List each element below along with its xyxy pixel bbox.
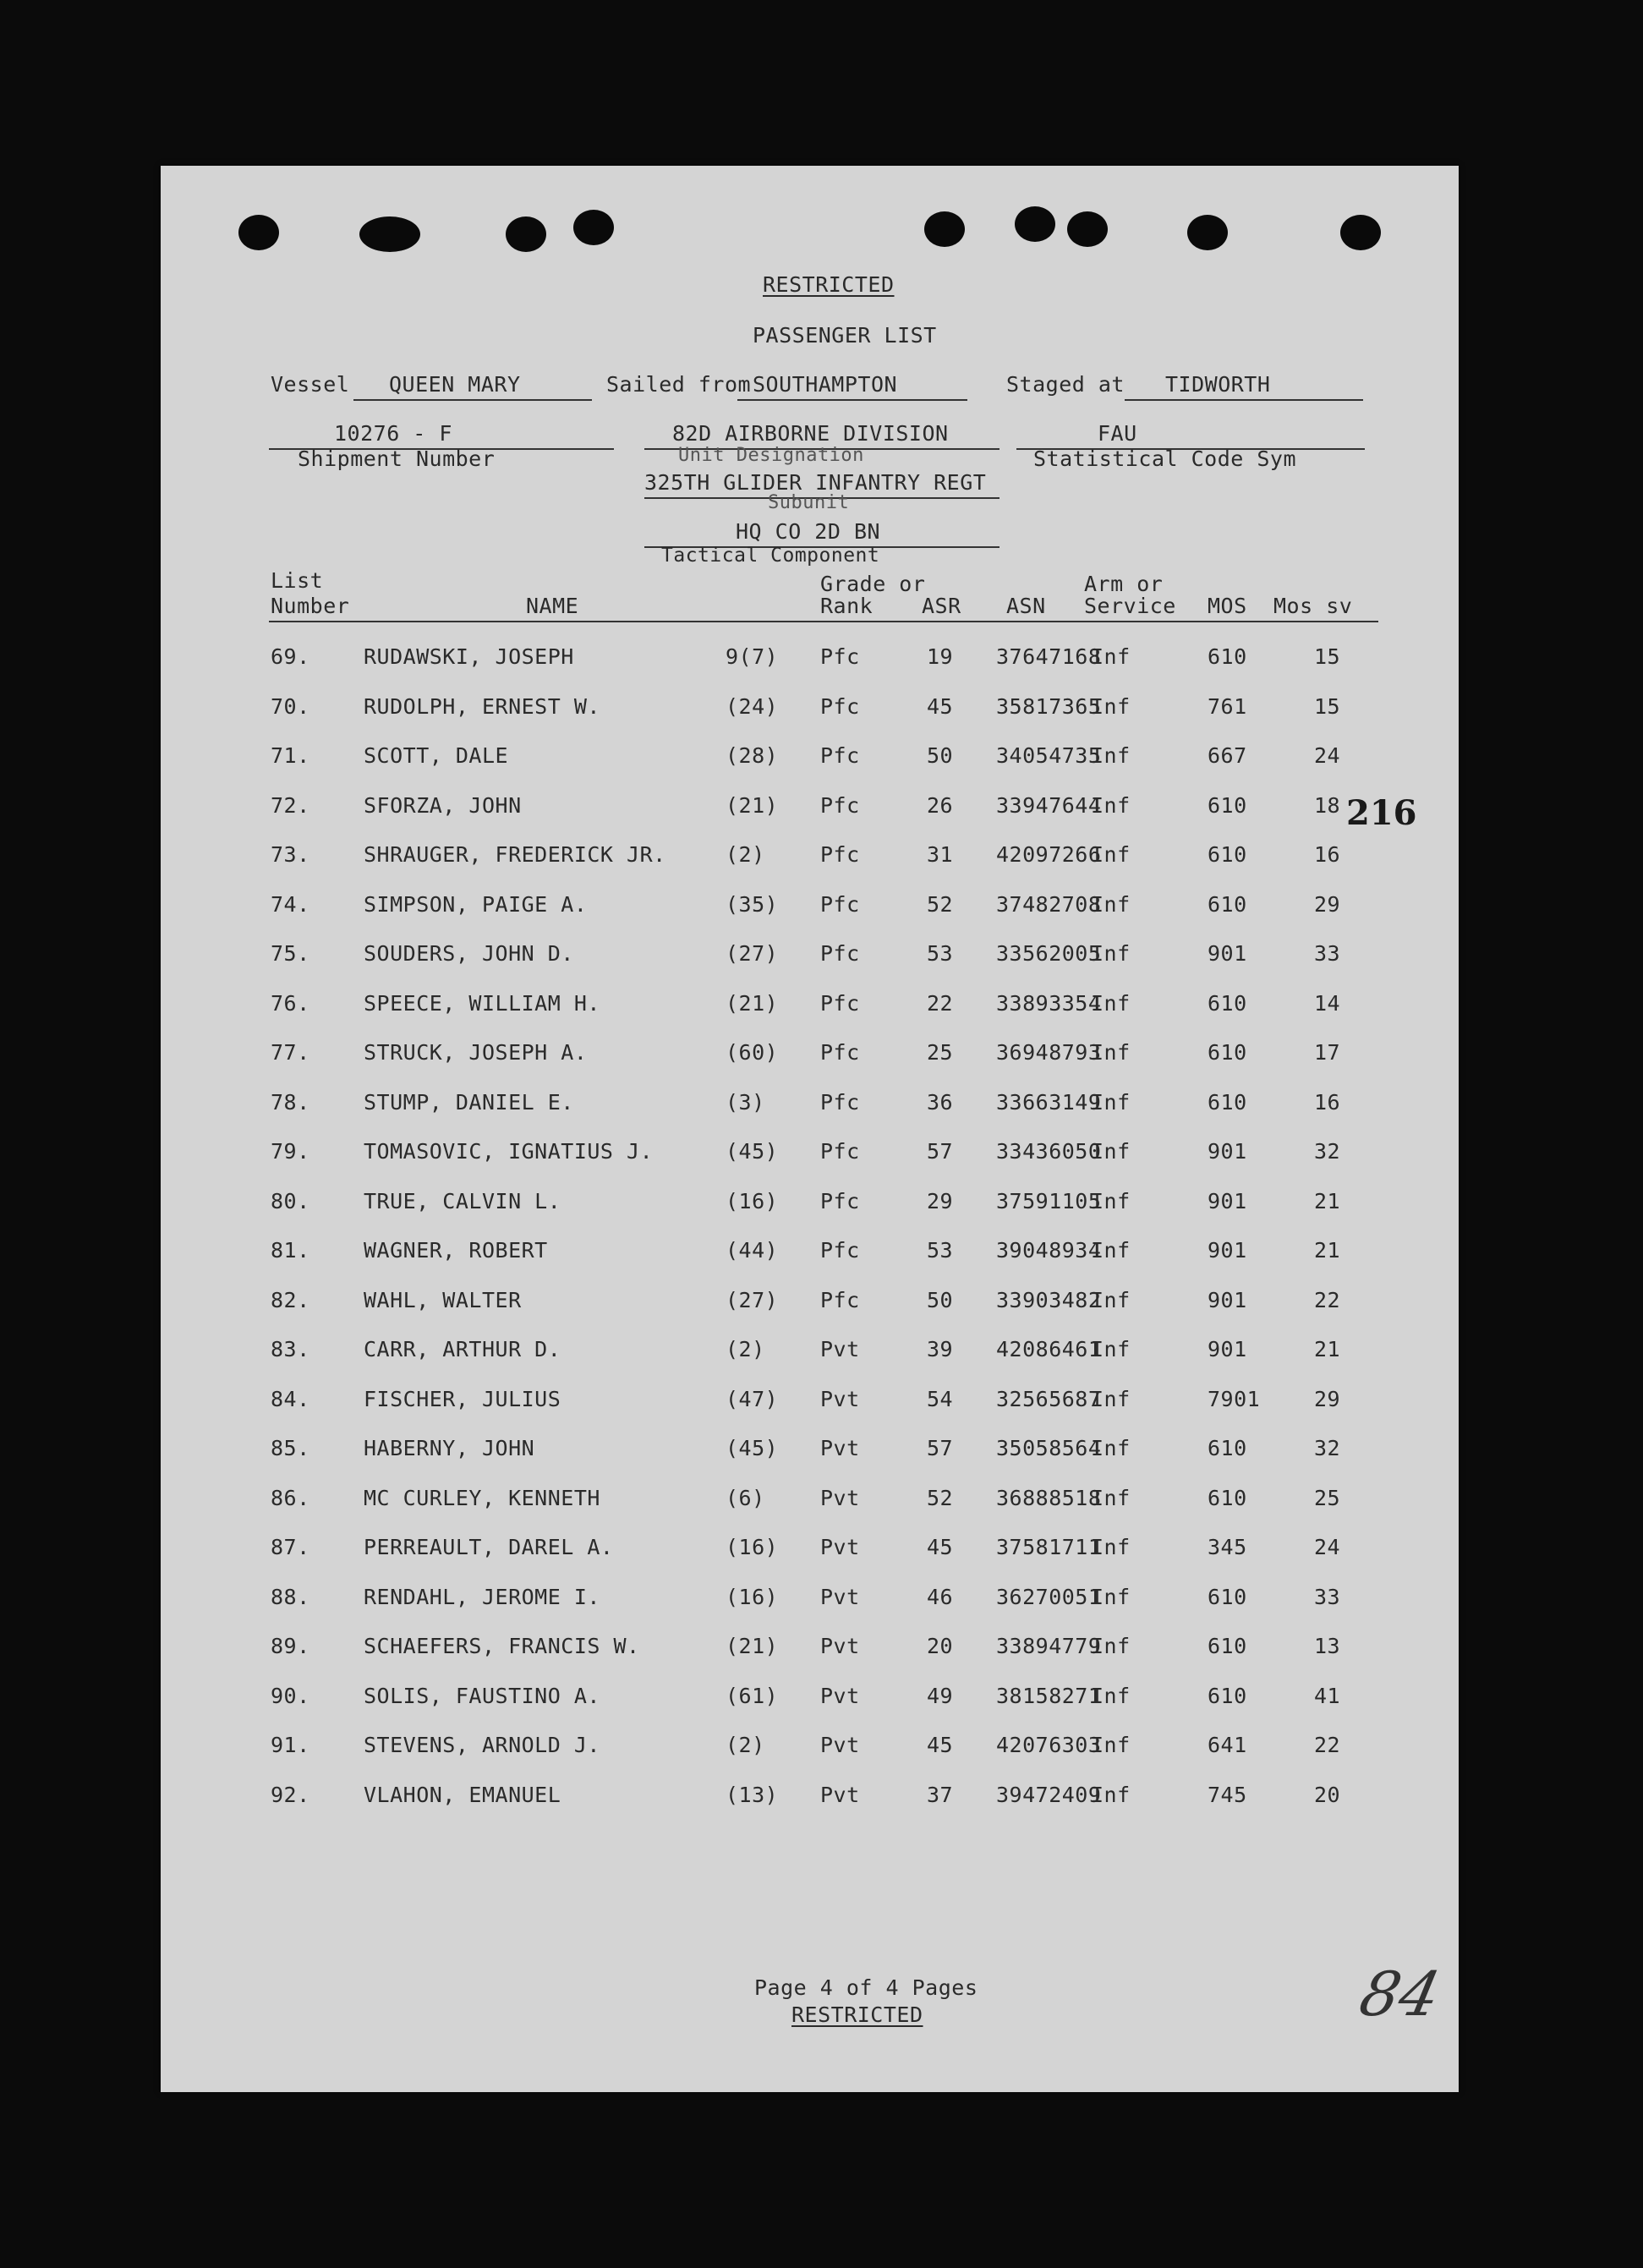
- grade: Pfc: [820, 1188, 860, 1213]
- arm-service: Inf: [1091, 1634, 1131, 1658]
- table-row: [161, 1783, 1459, 1816]
- passenger-name: RUDOLPH, ERNEST W.: [364, 693, 600, 719]
- list-number: 72.: [271, 792, 310, 818]
- passenger-name: SCOTT, DALE: [364, 743, 509, 768]
- classification-bottom: RESTRICTED: [791, 2002, 923, 2027]
- mos-sv-value: 32: [1314, 1436, 1341, 1460]
- mos-value: 901: [1208, 1287, 1247, 1312]
- punch-hole: [238, 215, 279, 250]
- asr-value: 57: [927, 1436, 954, 1460]
- asr-value: 53: [927, 1238, 954, 1263]
- roster-number: (2): [726, 1733, 765, 1757]
- mos-value: 610: [1208, 1089, 1247, 1115]
- asr-value: 25: [927, 1040, 954, 1065]
- asr-value: 26: [927, 792, 954, 818]
- passenger-name: SFORZA, JOHN: [364, 792, 522, 818]
- col-asn: ASN: [1006, 594, 1046, 618]
- statistical-label: Statistical Code Sym: [1033, 446, 1297, 471]
- passenger-name: HABERNY, JOHN: [364, 1436, 535, 1460]
- col-mos: MOS: [1208, 594, 1247, 618]
- mos-sv-value: 21: [1314, 1188, 1341, 1213]
- grade: Pvt: [820, 1782, 860, 1807]
- list-number: 92.: [271, 1782, 310, 1807]
- list-number: 73.: [271, 842, 310, 867]
- arm-service: Inf: [1091, 1535, 1131, 1559]
- list-number: 89.: [271, 1634, 310, 1658]
- arm-service: Inf: [1091, 1485, 1131, 1510]
- passenger-name: FISCHER, JULIUS: [364, 1386, 561, 1411]
- passenger-name: STUMP, DANIEL E.: [364, 1089, 574, 1115]
- table-row: [161, 743, 1459, 777]
- asn-value: 35058564: [996, 1436, 1102, 1460]
- punch-hole: [1015, 206, 1055, 242]
- grade: Pfc: [820, 990, 860, 1016]
- mos-value: 610: [1208, 1436, 1247, 1460]
- passenger-name: VLAHON, EMANUEL: [364, 1782, 561, 1807]
- header-rule: [269, 621, 1378, 622]
- list-number: 77.: [271, 1040, 310, 1065]
- list-number: 85.: [271, 1436, 310, 1460]
- passenger-name: SOUDERS, JOHN D.: [364, 941, 574, 966]
- side-stamp: 216: [1346, 793, 1417, 833]
- mos-value: 610: [1208, 1485, 1247, 1510]
- sailed-value: SOUTHAMPTON: [753, 372, 898, 397]
- asr-value: 46: [927, 1584, 954, 1609]
- table-row: [161, 1189, 1459, 1223]
- asn-value: 33894779: [996, 1634, 1102, 1658]
- grade: Pfc: [820, 842, 860, 867]
- table-row: [161, 1090, 1459, 1124]
- roster-number: (2): [726, 1337, 765, 1361]
- table-row: [161, 1535, 1459, 1569]
- sailed-rule: [737, 399, 967, 401]
- col-grade-line1: Grade or: [820, 572, 926, 596]
- grade: Pfc: [820, 644, 860, 669]
- grade: Pvt: [820, 1337, 860, 1361]
- asn-value: 39048934: [996, 1238, 1102, 1263]
- roster-number: (60): [726, 1040, 779, 1065]
- grade: Pfc: [820, 1139, 860, 1164]
- table-row: [161, 892, 1459, 926]
- staged-label: Staged at: [1006, 372, 1125, 397]
- mos-sv-value: 15: [1314, 693, 1341, 719]
- asn-value: 33903482: [996, 1287, 1102, 1312]
- list-number: 70.: [271, 693, 310, 719]
- grade: Pfc: [820, 693, 860, 719]
- col-grade-line2: Rank: [820, 594, 874, 618]
- roster-number: (3): [726, 1089, 765, 1115]
- arm-service: Inf: [1091, 644, 1131, 669]
- mos-value: 641: [1208, 1733, 1247, 1757]
- grade: Pfc: [820, 1238, 860, 1263]
- roster-number: (21): [726, 990, 779, 1016]
- sailed-label: Sailed from: [606, 372, 752, 397]
- asn-value: 36270051: [996, 1584, 1102, 1609]
- grade: Pvt: [820, 1634, 860, 1658]
- mos-sv-value: 41: [1314, 1683, 1341, 1708]
- col-list-number-line2: Number: [271, 594, 350, 618]
- list-number: 91.: [271, 1733, 310, 1757]
- mos-sv-value: 21: [1314, 1337, 1341, 1361]
- mos-value: 667: [1208, 743, 1247, 768]
- table-row: [161, 1634, 1459, 1668]
- staged-rule: [1125, 399, 1363, 401]
- mos-sv-value: 32: [1314, 1139, 1341, 1164]
- table-row: [161, 1337, 1459, 1371]
- roster-number: 9(7): [726, 644, 779, 669]
- handwritten-page-mark: 84: [1354, 1958, 1447, 2030]
- asr-value: 45: [927, 1535, 954, 1559]
- arm-service: Inf: [1091, 1337, 1131, 1361]
- roster-number: (44): [726, 1238, 779, 1263]
- grade: Pvt: [820, 1584, 860, 1609]
- mos-value: 901: [1208, 1188, 1247, 1213]
- list-number: 83.: [271, 1337, 310, 1361]
- mos-value: 610: [1208, 644, 1247, 669]
- asn-value: 37482708: [996, 891, 1102, 917]
- passenger-name: SHRAUGER, FREDERICK JR.: [364, 842, 666, 867]
- passenger-name: SCHAEFERS, FRANCIS W.: [364, 1634, 640, 1658]
- passenger-name: SOLIS, FAUSTINO A.: [364, 1683, 600, 1708]
- list-number: 90.: [271, 1683, 310, 1708]
- asn-value: 33893354: [996, 990, 1102, 1016]
- grade: Pvt: [820, 1733, 860, 1757]
- mos-sv-value: 33: [1314, 941, 1341, 966]
- table-row: [161, 1288, 1459, 1322]
- mos-sv-value: 15: [1314, 644, 1341, 669]
- passenger-name: STRUCK, JOSEPH A.: [364, 1040, 588, 1065]
- asr-value: 50: [927, 743, 954, 768]
- mos-value: 901: [1208, 1139, 1247, 1164]
- list-number: 71.: [271, 743, 310, 768]
- asr-value: 22: [927, 990, 954, 1016]
- asn-value: 37647168: [996, 644, 1102, 669]
- asn-value: 36888518: [996, 1485, 1102, 1510]
- page-number: Page 4 of 4 Pages: [754, 1975, 978, 2000]
- asr-value: 39: [927, 1337, 954, 1361]
- unit-division: 82D AIRBORNE DIVISION: [672, 421, 949, 446]
- asn-value: 33436050: [996, 1139, 1102, 1164]
- mos-sv-value: 24: [1314, 1535, 1341, 1559]
- asn-value: 35817365: [996, 693, 1102, 719]
- col-asr: ASR: [922, 594, 961, 618]
- list-number: 86.: [271, 1485, 310, 1510]
- passenger-name: TOMASOVIC, IGNATIUS J.: [364, 1139, 654, 1164]
- asr-value: 49: [927, 1683, 954, 1708]
- arm-service: Inf: [1091, 1040, 1131, 1065]
- mos-sv-value: 33: [1314, 1584, 1341, 1609]
- list-number: 82.: [271, 1287, 310, 1312]
- roster-number: (21): [726, 792, 779, 818]
- mos-value: 610: [1208, 842, 1247, 867]
- roster-number: (16): [726, 1584, 779, 1609]
- passenger-name: CARR, ARTHUR D.: [364, 1337, 561, 1361]
- regiment: 325TH GLIDER INFANTRY REGT: [644, 470, 987, 495]
- mos-value: 610: [1208, 1634, 1247, 1658]
- unit-label: Unit Designation: [678, 445, 864, 466]
- table-row: [161, 1585, 1459, 1619]
- list-number: 81.: [271, 1238, 310, 1263]
- col-list-number-line1: List: [271, 568, 324, 593]
- list-number: 88.: [271, 1584, 310, 1609]
- asn-value: 32565687: [996, 1386, 1102, 1411]
- passenger-name: PERREAULT, DAREL A.: [364, 1535, 614, 1559]
- roster-number: (6): [726, 1485, 765, 1510]
- mos-value: 610: [1208, 1040, 1247, 1065]
- arm-service: Inf: [1091, 1139, 1131, 1164]
- arm-service: Inf: [1091, 1733, 1131, 1757]
- asn-value: 42086461: [996, 1337, 1102, 1361]
- grade: Pfc: [820, 891, 860, 917]
- arm-service: Inf: [1091, 693, 1131, 719]
- mos-value: 761: [1208, 693, 1247, 719]
- grade: Pvt: [820, 1436, 860, 1460]
- asn-value: 36948793: [996, 1040, 1102, 1065]
- col-name: NAME: [526, 594, 579, 618]
- mos-sv-value: 29: [1314, 1386, 1341, 1411]
- mos-sv-value: 22: [1314, 1733, 1341, 1757]
- grade: Pfc: [820, 941, 860, 966]
- grade: Pfc: [820, 1040, 860, 1065]
- mos-sv-value: 13: [1314, 1634, 1341, 1658]
- mos-value: 345: [1208, 1535, 1247, 1559]
- vessel-value: QUEEN MARY: [389, 372, 521, 397]
- arm-service: Inf: [1091, 1782, 1131, 1807]
- mos-value: 901: [1208, 941, 1247, 966]
- punch-hole: [506, 216, 546, 252]
- roster-number: (13): [726, 1782, 779, 1807]
- asn-value: 33947644: [996, 792, 1102, 818]
- table-row: [161, 793, 1459, 827]
- mos-value: 901: [1208, 1238, 1247, 1263]
- vessel-rule: [353, 399, 592, 401]
- hq-company: HQ CO 2D BN: [736, 519, 881, 544]
- roster-number: (45): [726, 1436, 779, 1460]
- passenger-name: SIMPSON, PAIGE A.: [364, 891, 588, 917]
- vessel-label: Vessel: [271, 372, 350, 397]
- asn-value: 34054735: [996, 743, 1102, 768]
- roster-number: (45): [726, 1139, 779, 1164]
- asr-value: 54: [927, 1386, 954, 1411]
- col-mos-sv: Mos sv: [1273, 594, 1353, 618]
- passenger-name: WAGNER, ROBERT: [364, 1238, 548, 1263]
- table-row: [161, 1486, 1459, 1520]
- arm-service: Inf: [1091, 1089, 1131, 1115]
- arm-service: Inf: [1091, 842, 1131, 867]
- table-row: [161, 694, 1459, 728]
- arm-service: Inf: [1091, 1584, 1131, 1609]
- list-number: 75.: [271, 941, 310, 966]
- asn-value: 33663149: [996, 1089, 1102, 1115]
- asr-value: 50: [927, 1287, 954, 1312]
- list-number: 74.: [271, 891, 310, 917]
- col-arm-line2: Service: [1084, 594, 1176, 618]
- asr-value: 36: [927, 1089, 954, 1115]
- asn-value: 42076303: [996, 1733, 1102, 1757]
- mos-sv-value: 18: [1314, 792, 1341, 818]
- roster-number: (16): [726, 1188, 779, 1213]
- grade: Pfc: [820, 1089, 860, 1115]
- list-number: 79.: [271, 1139, 310, 1164]
- mos-value: 610: [1208, 891, 1247, 917]
- asr-value: 31: [927, 842, 954, 867]
- asn-value: 37581711: [996, 1535, 1102, 1559]
- list-number: 76.: [271, 990, 310, 1016]
- mos-sv-value: 20: [1314, 1782, 1341, 1807]
- mos-sv-value: 21: [1314, 1238, 1341, 1263]
- table-row: [161, 1040, 1459, 1074]
- document-page: [161, 166, 1459, 2092]
- passenger-name: STEVENS, ARNOLD J.: [364, 1733, 600, 1757]
- punch-hole: [1067, 211, 1108, 247]
- classification-top: RESTRICTED: [763, 272, 895, 297]
- roster-number: (61): [726, 1683, 779, 1708]
- punch-hole: [924, 211, 965, 247]
- staged-value: TIDWORTH: [1165, 372, 1271, 397]
- asn-value: 33562005: [996, 941, 1102, 966]
- table-row: [161, 1684, 1459, 1717]
- roster-number: (27): [726, 941, 779, 966]
- mos-value: 610: [1208, 1584, 1247, 1609]
- grade: Pvt: [820, 1386, 860, 1411]
- mos-sv-value: 16: [1314, 842, 1341, 867]
- mos-sv-value: 14: [1314, 990, 1341, 1016]
- asr-value: 52: [927, 891, 954, 917]
- asn-value: 38158271: [996, 1683, 1102, 1708]
- roster-number: (27): [726, 1287, 779, 1312]
- mos-value: 610: [1208, 990, 1247, 1016]
- shipment-number: 10276 - F: [334, 421, 452, 446]
- table-row: [161, 1387, 1459, 1421]
- asr-value: 45: [927, 693, 954, 719]
- roster-number: (24): [726, 693, 779, 719]
- asn-value: 39472409: [996, 1782, 1102, 1807]
- list-number: 80.: [271, 1188, 310, 1213]
- table-row: [161, 941, 1459, 975]
- grade: Pvt: [820, 1535, 860, 1559]
- arm-service: Inf: [1091, 1386, 1131, 1411]
- grade: Pvt: [820, 1683, 860, 1708]
- table-row: [161, 991, 1459, 1025]
- asr-value: 45: [927, 1733, 954, 1757]
- mos-value: 901: [1208, 1337, 1247, 1361]
- punch-hole: [359, 216, 420, 252]
- list-number: 69.: [271, 644, 310, 669]
- asr-value: 57: [927, 1139, 954, 1164]
- asn-value: 37591105: [996, 1188, 1102, 1213]
- subunit-label: Subunit: [768, 492, 850, 513]
- punch-hole: [1187, 215, 1228, 250]
- mos-value: 7901: [1208, 1386, 1261, 1411]
- roster-number: (2): [726, 842, 765, 867]
- table-row: [161, 644, 1459, 678]
- asr-value: 20: [927, 1634, 954, 1658]
- table-row: [161, 1733, 1459, 1767]
- list-number: 87.: [271, 1535, 310, 1559]
- passenger-name: TRUE, CALVIN L.: [364, 1188, 561, 1213]
- arm-service: Inf: [1091, 1287, 1131, 1312]
- roster-number: (47): [726, 1386, 779, 1411]
- mos-sv-value: 25: [1314, 1485, 1341, 1510]
- mos-sv-value: 29: [1314, 891, 1341, 917]
- passenger-name: WAHL, WALTER: [364, 1287, 522, 1312]
- passenger-name: MC CURLEY, KENNETH: [364, 1485, 600, 1510]
- mos-value: 610: [1208, 792, 1247, 818]
- grade: Pfc: [820, 1287, 860, 1312]
- arm-service: Inf: [1091, 891, 1131, 917]
- col-arm-line1: Arm or: [1084, 572, 1164, 596]
- grade: Pfc: [820, 743, 860, 768]
- asn-value: 42097266: [996, 842, 1102, 867]
- document-title: PASSENGER LIST: [753, 323, 937, 348]
- mos-sv-value: 16: [1314, 1089, 1341, 1115]
- asr-value: 37: [927, 1782, 954, 1807]
- list-number: 78.: [271, 1089, 310, 1115]
- asr-value: 29: [927, 1188, 954, 1213]
- asr-value: 52: [927, 1485, 954, 1510]
- grade: Pvt: [820, 1485, 860, 1510]
- arm-service: Inf: [1091, 1188, 1131, 1213]
- asr-value: 53: [927, 941, 954, 966]
- shipment-label: Shipment Number: [298, 446, 496, 471]
- table-row: [161, 1436, 1459, 1470]
- table-row: [161, 842, 1459, 876]
- arm-service: Inf: [1091, 1683, 1131, 1708]
- asr-value: 19: [927, 644, 954, 669]
- mos-value: 745: [1208, 1782, 1247, 1807]
- statistical-code: FAU: [1098, 421, 1137, 446]
- roster-number: (21): [726, 1634, 779, 1658]
- roster-number: (16): [726, 1535, 779, 1559]
- arm-service: Inf: [1091, 792, 1131, 818]
- roster-number: (28): [726, 743, 779, 768]
- mos-sv-value: 17: [1314, 1040, 1341, 1065]
- table-row: [161, 1238, 1459, 1272]
- roster-number: (35): [726, 891, 779, 917]
- tactical-label: Tactical Component: [661, 545, 880, 567]
- arm-service: Inf: [1091, 1238, 1131, 1263]
- grade: Pfc: [820, 792, 860, 818]
- list-number: 84.: [271, 1386, 310, 1411]
- punch-hole: [573, 210, 614, 245]
- arm-service: Inf: [1091, 990, 1131, 1016]
- mos-sv-value: 22: [1314, 1287, 1341, 1312]
- mos-value: 610: [1208, 1683, 1247, 1708]
- passenger-name: RENDAHL, JEROME I.: [364, 1584, 600, 1609]
- arm-service: Inf: [1091, 743, 1131, 768]
- punch-hole: [1340, 215, 1381, 250]
- arm-service: Inf: [1091, 1436, 1131, 1460]
- mos-sv-value: 24: [1314, 743, 1341, 768]
- passenger-name: RUDAWSKI, JOSEPH: [364, 644, 574, 669]
- arm-service: Inf: [1091, 941, 1131, 966]
- table-row: [161, 1139, 1459, 1173]
- passenger-name: SPEECE, WILLIAM H.: [364, 990, 600, 1016]
